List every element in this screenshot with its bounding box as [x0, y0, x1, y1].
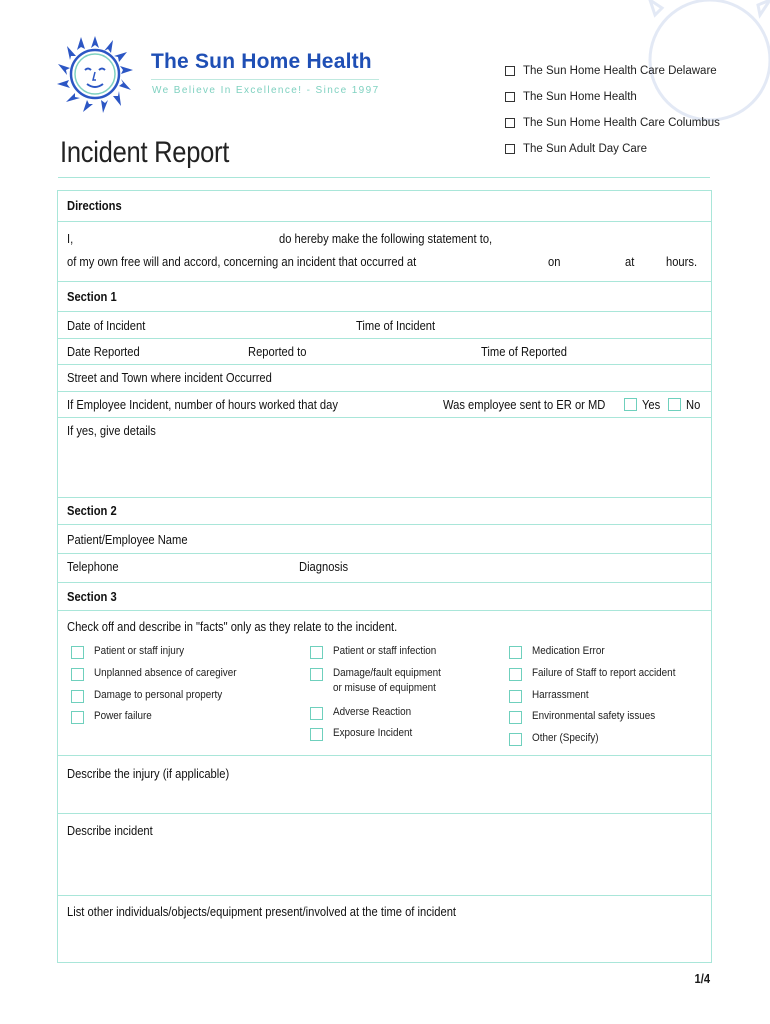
- affiliate-checklist: [505, 58, 720, 162]
- check-label: Damage to personal property: [94, 689, 223, 701]
- affiliate-option[interactable]: [505, 136, 720, 162]
- check-option[interactable]: [509, 644, 613, 659]
- checkbox[interactable]: [509, 668, 522, 681]
- describe-injury-row[interactable]: [58, 755, 711, 813]
- checkbox[interactable]: [505, 66, 515, 76]
- time-of-reported-label: Time of Reported: [481, 344, 567, 359]
- statement-at: at: [625, 254, 635, 269]
- describe-incident-label: Describe incident: [67, 823, 153, 838]
- directions-header-row: [58, 191, 711, 221]
- reported-row[interactable]: [58, 338, 711, 364]
- statement-text: do hereby make the following statement to,: [279, 231, 493, 246]
- street-town-row[interactable]: [58, 364, 711, 391]
- section2-header-row: [58, 497, 711, 524]
- er-yes-checkbox[interactable]: [624, 398, 637, 411]
- check-label: Environmental safety issues: [532, 710, 656, 722]
- check-label: Patient or staff injury: [94, 645, 185, 657]
- check-option[interactable]: [509, 666, 691, 681]
- check-label: Power failure: [94, 710, 152, 722]
- check-option[interactable]: [310, 644, 448, 659]
- brand-tagline: We Believe In Excellence! - Since 1997: [152, 85, 380, 96]
- check-label: or misuse of equipment: [333, 682, 436, 694]
- check-label: Failure of Staff to report accident: [532, 667, 676, 679]
- date-reported-label: Date Reported: [67, 344, 140, 359]
- affiliate-option[interactable]: [505, 84, 720, 110]
- statement-on: on: [548, 254, 561, 269]
- check-option[interactable]: [509, 709, 669, 724]
- street-town-label: Street and Town where incident Occurred: [67, 370, 272, 385]
- patient-name-row[interactable]: [58, 524, 711, 553]
- check-option[interactable]: [310, 726, 421, 741]
- telephone-label: Telephone: [67, 559, 119, 574]
- er-no-label: No: [686, 397, 701, 412]
- section3-heading: Section 3: [67, 589, 117, 604]
- checkbox[interactable]: [509, 711, 522, 724]
- details-label: If yes, give details: [67, 423, 156, 438]
- statement-i: I,: [67, 231, 74, 246]
- checkbox[interactable]: [71, 690, 84, 703]
- title-divider: [58, 177, 710, 178]
- describe-injury-label: Describe the injury (if applicable): [67, 766, 230, 781]
- check-label: Unplanned absence of caregiver: [94, 667, 237, 679]
- checkbox[interactable]: [505, 144, 515, 154]
- reported-to-label: Reported to: [248, 344, 307, 359]
- section1-heading: Section 1: [67, 289, 117, 304]
- others-involved-row[interactable]: [58, 895, 711, 962]
- check-option[interactable]: [509, 731, 606, 746]
- telephone-row[interactable]: [58, 553, 711, 582]
- time-of-incident-label: Time of Incident: [356, 318, 436, 333]
- page-title: Incident Report: [60, 136, 230, 169]
- check-label: Damage/fault equipment: [333, 667, 441, 679]
- checkbox[interactable]: [509, 646, 522, 659]
- hours-worked-row[interactable]: [58, 391, 711, 417]
- affiliate-label: The Sun Adult Day Care: [523, 143, 648, 155]
- check-option[interactable]: [310, 666, 453, 696]
- check-label: Harrassment: [532, 689, 589, 701]
- sun-logo-icon: [55, 34, 135, 114]
- checkbox[interactable]: [310, 646, 323, 659]
- check-label: Patient or staff infection: [333, 645, 437, 657]
- checkbox[interactable]: [310, 728, 323, 741]
- affiliate-label: The Sun Home Health Care Delaware: [523, 65, 717, 77]
- affiliate-option[interactable]: [505, 110, 720, 136]
- directions-heading: Directions: [67, 198, 122, 213]
- check-option[interactable]: [310, 705, 420, 720]
- brand-name: The Sun Home Health: [151, 50, 372, 73]
- check-label: Other (Specify): [532, 732, 599, 744]
- page-number: 1/4: [694, 971, 710, 986]
- er-no-checkbox[interactable]: [668, 398, 681, 411]
- diagnosis-label: Diagnosis: [299, 559, 349, 574]
- check-option[interactable]: [71, 666, 252, 681]
- check-option[interactable]: [509, 688, 595, 703]
- section1-header-row: [58, 281, 711, 311]
- affiliate-label: The Sun Home Health: [523, 91, 637, 103]
- statement-hours: hours.: [666, 254, 698, 269]
- directions-statement-row[interactable]: [58, 221, 711, 281]
- affiliate-option[interactable]: [505, 58, 720, 84]
- checkbox[interactable]: [310, 668, 323, 681]
- checklist-instruction: Check off and describe in "facts" only as they relate to the incident.: [67, 619, 398, 634]
- checkbox[interactable]: [505, 118, 515, 128]
- patient-name-label: Patient/Employee Name: [67, 532, 188, 547]
- check-option[interactable]: [71, 644, 194, 659]
- details-row[interactable]: [58, 417, 711, 497]
- checkbox[interactable]: [310, 707, 323, 720]
- others-involved-label: List other individuals/objects/equipment present/involved at the time of incident: [67, 904, 457, 919]
- checkbox[interactable]: [509, 733, 522, 746]
- check-label: Medication Error: [532, 645, 605, 657]
- check-option[interactable]: [71, 688, 236, 703]
- affiliate-label: The Sun Home Health Care Columbus: [523, 117, 720, 129]
- check-label: Exposure Incident: [333, 727, 413, 739]
- brand-divider: [151, 79, 379, 80]
- section2-heading: Section 2: [67, 503, 117, 518]
- checkbox[interactable]: [71, 711, 84, 724]
- hours-worked-label: If Employee Incident, number of hours worked that day: [67, 397, 338, 412]
- checkbox[interactable]: [71, 668, 84, 681]
- statement-location-text: of my own free will and accord, concerning an incident that occurred at: [67, 254, 417, 269]
- er-yes-label: Yes: [642, 397, 661, 412]
- er-question-label: Was employee sent to ER or MD: [443, 397, 606, 412]
- section3-header-row: [58, 582, 711, 610]
- date-of-incident-label: Date of Incident: [67, 318, 146, 333]
- checkbox[interactable]: [71, 646, 84, 659]
- describe-incident-row[interactable]: [58, 813, 711, 895]
- check-label: Adverse Reaction: [333, 706, 412, 718]
- incident-form: [57, 190, 712, 963]
- check-option[interactable]: [71, 709, 158, 724]
- incident-type-checklist: [58, 610, 711, 755]
- incident-date-row[interactable]: [58, 311, 711, 338]
- checkbox[interactable]: [505, 92, 515, 102]
- checkbox[interactable]: [509, 690, 522, 703]
- check-label-group: [333, 666, 453, 696]
